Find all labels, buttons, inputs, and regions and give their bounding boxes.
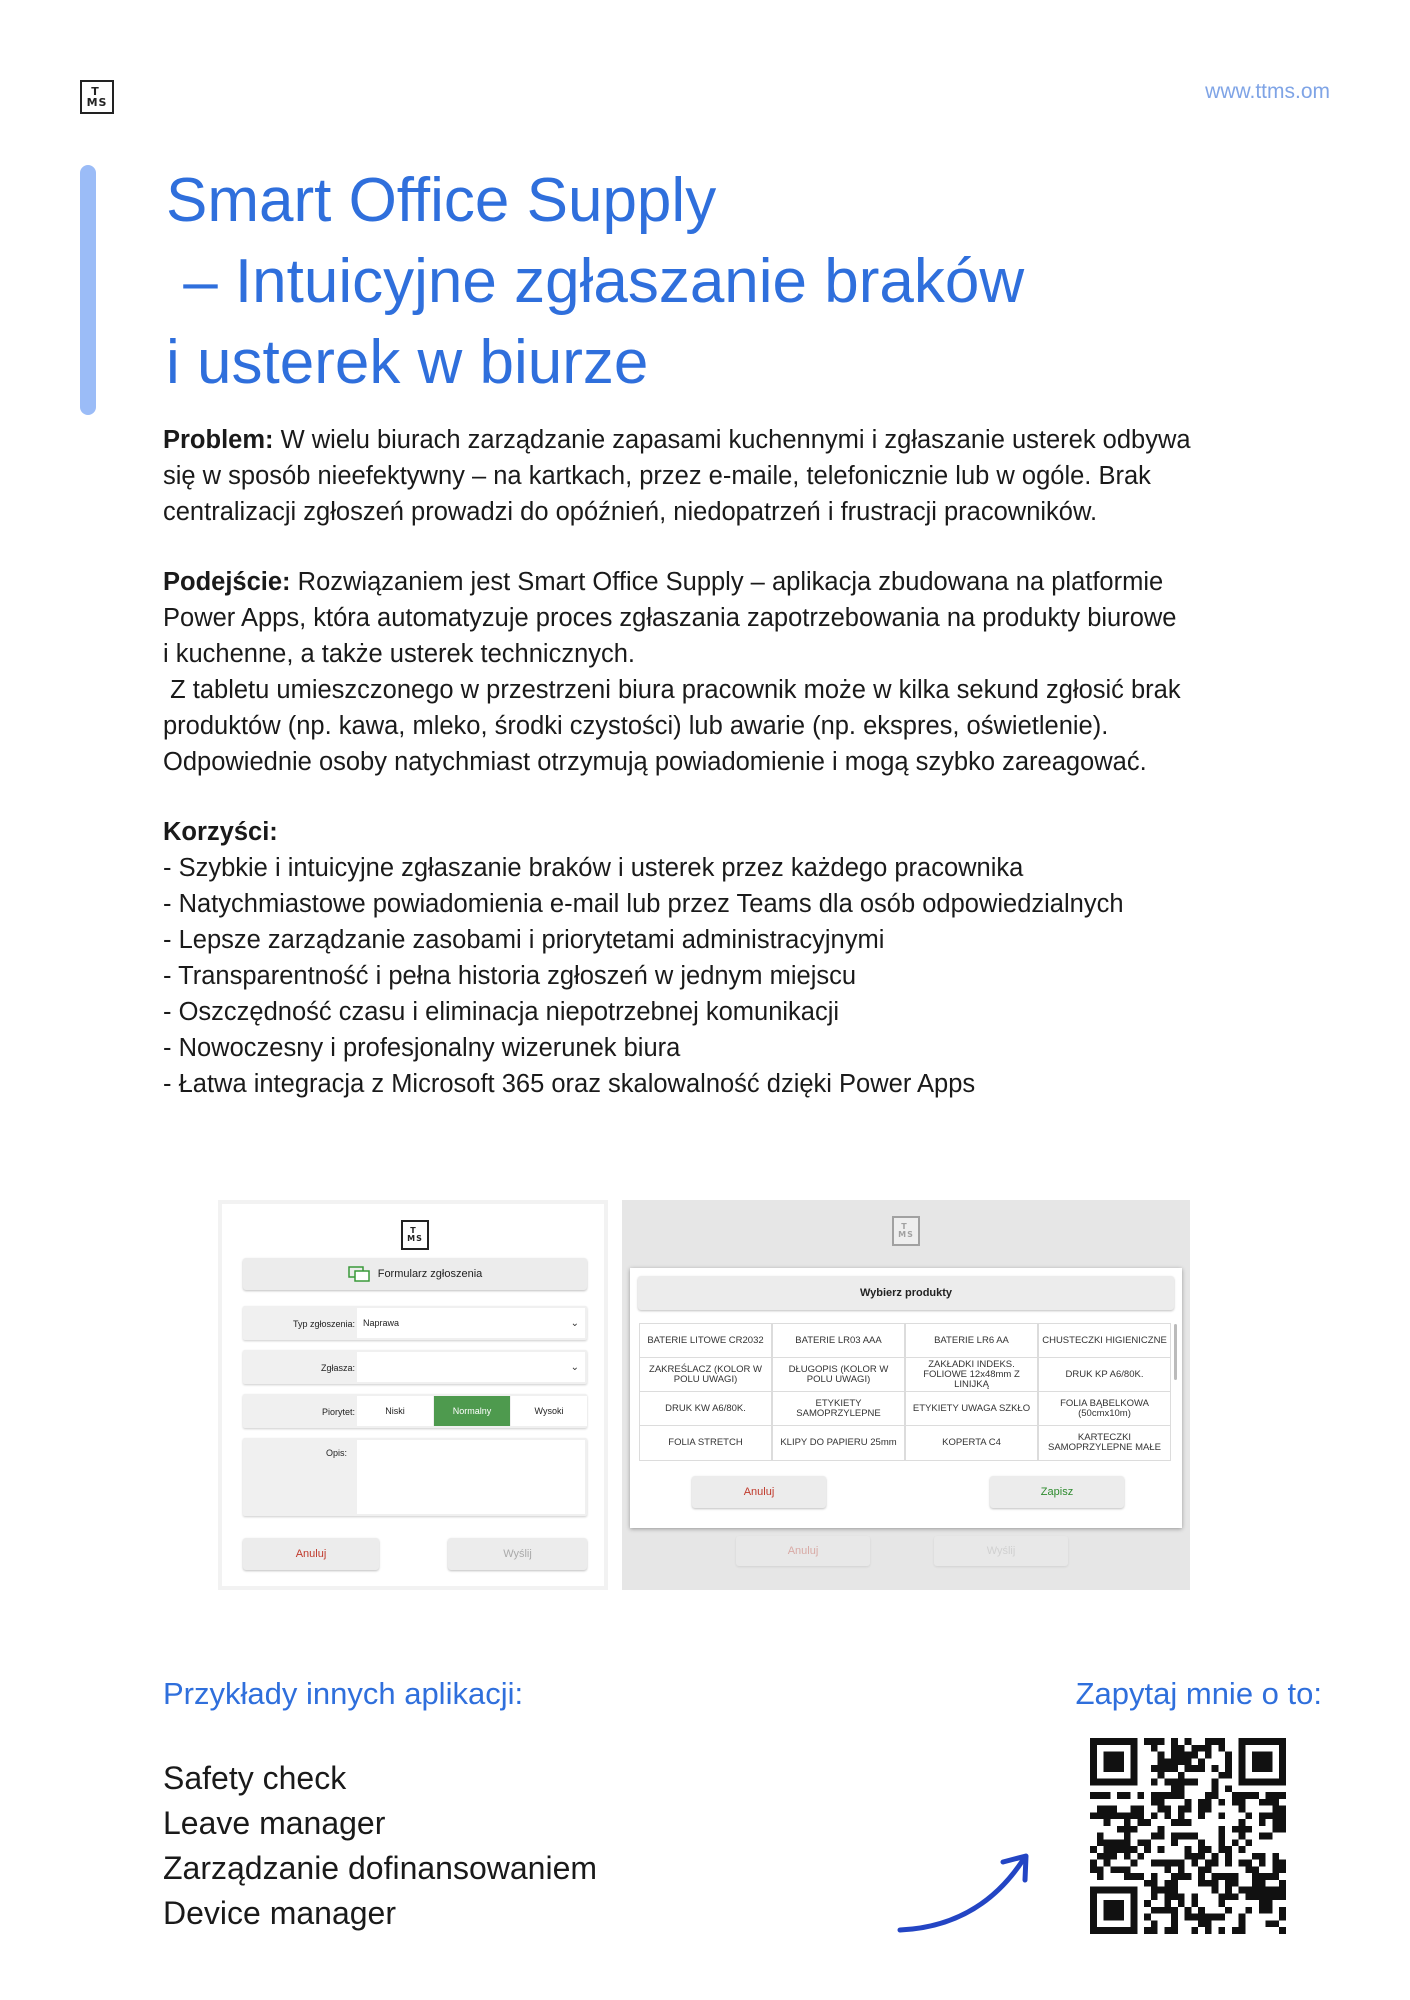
approach-text: Rozwiązaniem jest Smart Office Supply – aplikacja zbudowana na platformie — [290, 568, 1164, 596]
arrow-icon — [895, 1838, 1045, 1938]
app-logo-bottom: MS — [407, 1234, 423, 1243]
form-icon — [348, 1266, 370, 1282]
benefit-item: - Szybkie i intuicyjne zgłaszanie braków i usterek przez każdego pracownika — [163, 854, 1024, 882]
approach-text: Odpowiednie osoby natychmiast otrzymują powiadomienie i mogą szybko zareagować. — [163, 748, 1147, 776]
product-cell[interactable]: DŁUGOPIS (KOLOR W POLU UWAGI) — [773, 1358, 904, 1392]
description-label: Opis: — [325, 1448, 347, 1458]
reporter-select[interactable] — [357, 1352, 585, 1382]
grid-scrollbar[interactable] — [1174, 1324, 1177, 1380]
qr-code-icon[interactable] — [1090, 1738, 1286, 1934]
approach-section — [163, 564, 1323, 780]
product-cell[interactable]: ZAKREŚLACZ (KOLOR W POLU UWAGI) — [640, 1358, 771, 1392]
product-cell[interactable]: DRUK KW A6/80K. — [640, 1392, 771, 1426]
benefit-item: - Transparentność i pełna historia zgłoszeń w jednym miejscu — [163, 962, 857, 990]
chevron-down-icon: ⌄ — [570, 1361, 579, 1373]
example-item: Leave manager — [163, 1805, 386, 1841]
picker-save-button[interactable]: Zapisz — [990, 1476, 1124, 1508]
examples-list — [163, 1756, 597, 1936]
product-cell[interactable]: ETYKIETY SAMOPRZYLEPNE — [773, 1392, 904, 1426]
chevron-down-icon: ⌄ — [570, 1317, 579, 1329]
title-line: i usterek w biurze — [166, 328, 649, 397]
send-button[interactable]: Wyślij — [448, 1538, 587, 1570]
priority-low[interactable]: Niski — [357, 1396, 433, 1426]
approach-text: Power Apps, która automatyzuje proces zgłaszania zapotrzebowania na produkty biurowe — [163, 604, 1177, 632]
priority-high[interactable]: Wysoki — [511, 1396, 587, 1426]
benefit-item: - Lepsze zarządzanie zasobami i priorytetami administracyjnymi — [163, 926, 885, 954]
description-input[interactable] — [357, 1440, 585, 1514]
logo-bottom-text: MS — [86, 96, 108, 109]
approach-label: Podejście: — [163, 568, 291, 596]
product-cell[interactable]: DRUK KP A6/80K. — [1039, 1358, 1170, 1392]
example-item: Safety check — [163, 1760, 347, 1796]
product-cell[interactable]: FOLIA BĄBELKOWA (50cmx10m) — [1039, 1392, 1170, 1426]
benefit-item: - Oszczędność czasu i eliminacja niepotrzebnej komunikacji — [163, 998, 840, 1026]
form-screenshot — [218, 1200, 608, 1590]
approach-text: i kuchenne, a także usterek technicznych. — [163, 640, 636, 668]
product-cell[interactable]: KOPERTA C4 — [906, 1426, 1037, 1460]
product-cell[interactable]: ETYKIETY UWAGA SZKŁO — [906, 1392, 1037, 1426]
app-logo-top: T — [410, 1226, 420, 1235]
product-picker-modal — [630, 1268, 1182, 1528]
example-item: Device manager — [163, 1895, 396, 1931]
app-logo — [401, 1220, 429, 1250]
title-line: Smart Office Supply — [166, 166, 717, 235]
product-cell[interactable]: FOLIA STRETCH — [640, 1426, 771, 1460]
approach-text: Z tabletu umieszczonego w przestrzeni biura pracownik może w kilka sekund zgłosić brak — [163, 676, 1181, 704]
problem-label: Problem: — [163, 426, 274, 454]
product-cell[interactable]: ZAKŁADKI INDEKS. FOLIOWE 12x48mm Z LINIJKĄ — [906, 1358, 1037, 1392]
benefit-item: - Natychmiastowe powiadomienia e-mail lub przez Teams dla osób odpowiedzialnych — [163, 890, 1124, 918]
product-cell[interactable]: BATERIE LR6 AA — [906, 1324, 1037, 1358]
product-picker-screenshot — [622, 1200, 1190, 1590]
problem-text: W wielu biurach zarządzanie zapasami kuchennymi i zgłaszanie usterek odbywa — [273, 426, 1191, 454]
ttms-logo — [80, 80, 114, 114]
product-cell[interactable]: KLIPY DO PAPIERU 25mm — [773, 1426, 904, 1460]
example-item: Zarządzanie dofinansowaniem — [163, 1850, 598, 1886]
logo-top-text: T — [91, 85, 103, 98]
product-cell[interactable]: BATERIE LR03 AAA — [773, 1324, 904, 1358]
product-cell[interactable]: BATERIE LITOWE CR2032 — [640, 1324, 771, 1358]
picker-title: Wybierz produkty — [638, 1276, 1174, 1310]
form-title-bar — [243, 1258, 587, 1290]
contact-heading: Zapytaj mnie o to: — [1075, 1676, 1322, 1711]
app-logo-top: T — [901, 1222, 911, 1231]
product-cell[interactable]: CHUSTECZKI HIGIENICZNE — [1039, 1324, 1170, 1358]
problem-section — [163, 422, 1323, 530]
benefits-label: Korzyści: — [163, 818, 278, 846]
background-send-button: Wyślij — [934, 1536, 1068, 1566]
benefit-item: - Łatwa integracja z Microsoft 365 oraz skalowalność dzięki Power Apps — [163, 1070, 976, 1098]
type-row — [243, 1306, 587, 1340]
cancel-button[interactable]: Anuluj — [243, 1538, 379, 1570]
type-label: Typ zgłoszenia: — [292, 1319, 355, 1329]
problem-text: centralizacji zgłoszeń prowadzi do opóźnień, niedopatrzeń i frustracji pracowników. — [163, 498, 1098, 526]
benefits-section — [163, 814, 1323, 1102]
description-row — [243, 1438, 587, 1516]
accent-bar — [80, 165, 96, 415]
type-select[interactable] — [357, 1308, 585, 1338]
app-logo — [892, 1216, 920, 1246]
reporter-label: Zgłasza: — [320, 1363, 355, 1373]
priority-normal[interactable]: Normalny — [434, 1396, 510, 1426]
reporter-row — [243, 1350, 587, 1384]
product-cell[interactable]: KARTECZKI SAMOPRZYLEPNE MAŁE — [1039, 1426, 1170, 1460]
priority-row — [243, 1394, 587, 1428]
form-title: Formularz zgłoszenia — [377, 1268, 483, 1280]
picker-cancel-button[interactable]: Anuluj — [692, 1476, 826, 1508]
title-line: – Intuicyjne zgłaszanie braków — [166, 247, 1025, 316]
app-logo-bottom: MS — [898, 1230, 914, 1239]
page-title — [166, 160, 1266, 403]
background-cancel-button: Anuluj — [736, 1536, 870, 1566]
site-url[interactable]: www.ttms.om — [1205, 80, 1330, 103]
problem-text: się w sposób nieefektywny – na kartkach, przez e-maile, telefonicznie lub w ogóle. Brak — [163, 462, 1151, 490]
benefit-item: - Nowoczesny i profesjonalny wizerunek biura — [163, 1034, 681, 1062]
examples-heading: Przykłady innych aplikacji: — [163, 1676, 524, 1711]
type-value: Naprawa — [363, 1318, 400, 1328]
priority-label: Piorytet: — [321, 1407, 355, 1417]
approach-text: produktów (np. kawa, mleko, środki czystości) lub awarie (np. ekspres, oświetlenie). — [163, 712, 1109, 740]
